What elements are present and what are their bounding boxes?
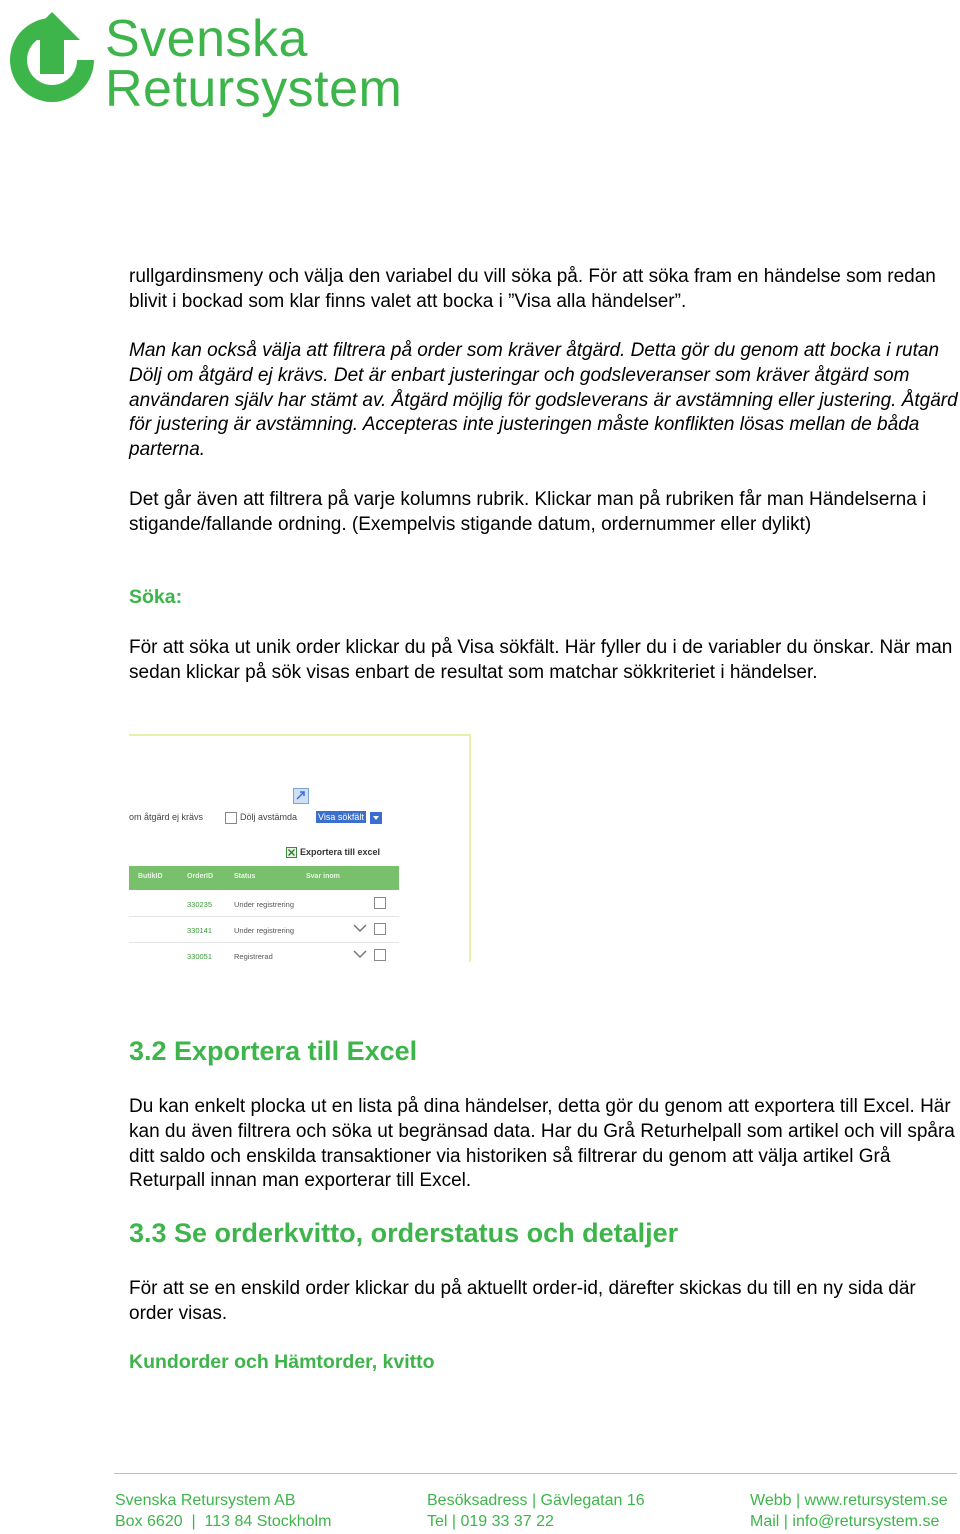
footer-phone: Tel | 019 33 37 22	[427, 1512, 554, 1530]
paragraph-column-sort	[129, 488, 959, 538]
paragraph-order-receipt	[129, 1277, 959, 1327]
dolj-avstamda-checkbox[interactable]	[225, 812, 237, 824]
company-logo	[2, 8, 412, 118]
chevron-down-icon[interactable]	[353, 923, 367, 933]
table-row	[129, 916, 399, 943]
column-header[interactable]: Status	[234, 873, 256, 880]
dropdown-arrow-icon[interactable]	[370, 812, 382, 824]
excel-icon	[286, 847, 297, 858]
screenshot-border	[129, 734, 471, 736]
visa-sokfalt-button[interactable]: Visa sökfält	[318, 812, 364, 822]
paragraph-dropdown	[129, 265, 959, 315]
logo-line-1: Svenska	[105, 10, 308, 68]
row-checkbox[interactable]	[374, 897, 386, 909]
column-header[interactable]: ButikID	[138, 873, 163, 880]
chevron-down-icon[interactable]	[353, 949, 367, 959]
export-excel-link[interactable]: Exportera till excel	[300, 847, 381, 857]
paragraph-text: Det går även att filtrera på varje kolumns rubrik. Klickar man på rubriken får man Händelserna i stigande/fallande ordning. (Exempelvis stigande datum, ordernummer eller dylikt)	[129, 489, 927, 535]
table-row	[129, 942, 399, 962]
table-row	[129, 890, 399, 917]
paragraph-filter-action	[129, 339, 959, 463]
refresh-icon	[293, 788, 309, 804]
row-checkbox[interactable]	[374, 923, 386, 935]
screenshot-border	[469, 734, 471, 962]
events-table	[129, 866, 399, 962]
footer-visit	[427, 1491, 645, 1532]
status-cell: Under registrering	[234, 926, 295, 935]
subheading-kundorder: Kundorder och Hämtorder, kvitto	[129, 1351, 435, 1373]
status-cell: Under registrering	[234, 900, 295, 909]
footer-contact	[750, 1491, 948, 1532]
paragraph-text: rullgardinsmeny och välja den variabel du vill söka på. För att söka fram en händelse som redan blivit i bockad som klar finns valet att bocka i ”Visa alla händelser”.	[129, 266, 936, 312]
row-checkbox[interactable]	[374, 949, 386, 961]
footer-company-name: Svenska Retursystem AB	[115, 1492, 296, 1509]
logo-wordmark	[105, 10, 403, 118]
order-id-link[interactable]: 330051	[187, 952, 213, 961]
paragraph-text: För att söka ut unik order klickar du på Visa sökfält. Här fyller du i de variabler du önskar. När man sedan klickar på sök visas enbart de resultat som matchar sökkriteriet i händelser.	[129, 637, 953, 683]
footer-divider	[114, 1473, 957, 1474]
footer-postal-address: Box 6620 | 113 84 Stockholm	[115, 1512, 332, 1530]
column-header[interactable]: Svar inom	[306, 873, 340, 880]
footer-mail-link[interactable]: Mail | info@retursystem.se	[750, 1512, 940, 1530]
embedded-screenshot	[129, 734, 471, 962]
status-cell: Registrerad	[234, 952, 273, 961]
paragraph-text: För att se en enskild order klickar du på aktuellt order-id, därefter skickas du till en ny sida där order visas.	[129, 1278, 916, 1324]
filter-label-dolj: Dölj avstämda	[240, 812, 298, 822]
heading-soka: Söka:	[129, 586, 183, 608]
logo-line-2: Retursystem	[105, 60, 403, 118]
logo-arrow-icon	[2, 10, 102, 110]
table-header	[129, 866, 399, 890]
footer-company	[115, 1491, 331, 1532]
order-id-link[interactable]: 330235	[187, 900, 213, 909]
column-header[interactable]: OrderID	[187, 873, 214, 880]
paragraph-search	[129, 636, 959, 686]
filter-label-atgard: om åtgärd ej krävs	[129, 812, 204, 822]
order-id-link[interactable]: 330141	[187, 926, 213, 935]
footer-web-link[interactable]: Webb | www.retursystem.se	[750, 1492, 948, 1509]
heading-3-3: 3.3 Se orderkvitto, orderstatus och detaljer	[129, 1218, 679, 1248]
paragraph-text: Man kan också välja att filtrera på order som kräver åtgärd. Detta gör du genom att bocka i rutan Dölj om åtgärd ej krävs. Det är enbart justeringar och godsleveranser som kräver åtgärd som användaren själv har stämt av. Åtgärd möjlig för godsleverans är avstämning eller justering. Åtgärd för justering är avstämning. Accepteras inte justeringen måste konflikten lösas mellan de båda parterna.	[129, 340, 958, 461]
heading-3-2: 3.2 Exportera till Excel	[129, 1036, 418, 1066]
footer-visit-address: Besöksadress | Gävlegatan 16	[427, 1492, 645, 1509]
paragraph-text: Du kan enkelt plocka ut en lista på dina händelser, detta gör du genom att exportera till Excel. Här kan du även filtrera och söka ut begränsad data. Har du Grå Returhelpall som artikel och vill spåra ditt saldo och enskilda transaktioner via historiken så filtrerar du genom att välja artikel Grå Returpall innan man exporterar till Excel.	[129, 1096, 955, 1192]
paragraph-export	[129, 1095, 959, 1194]
